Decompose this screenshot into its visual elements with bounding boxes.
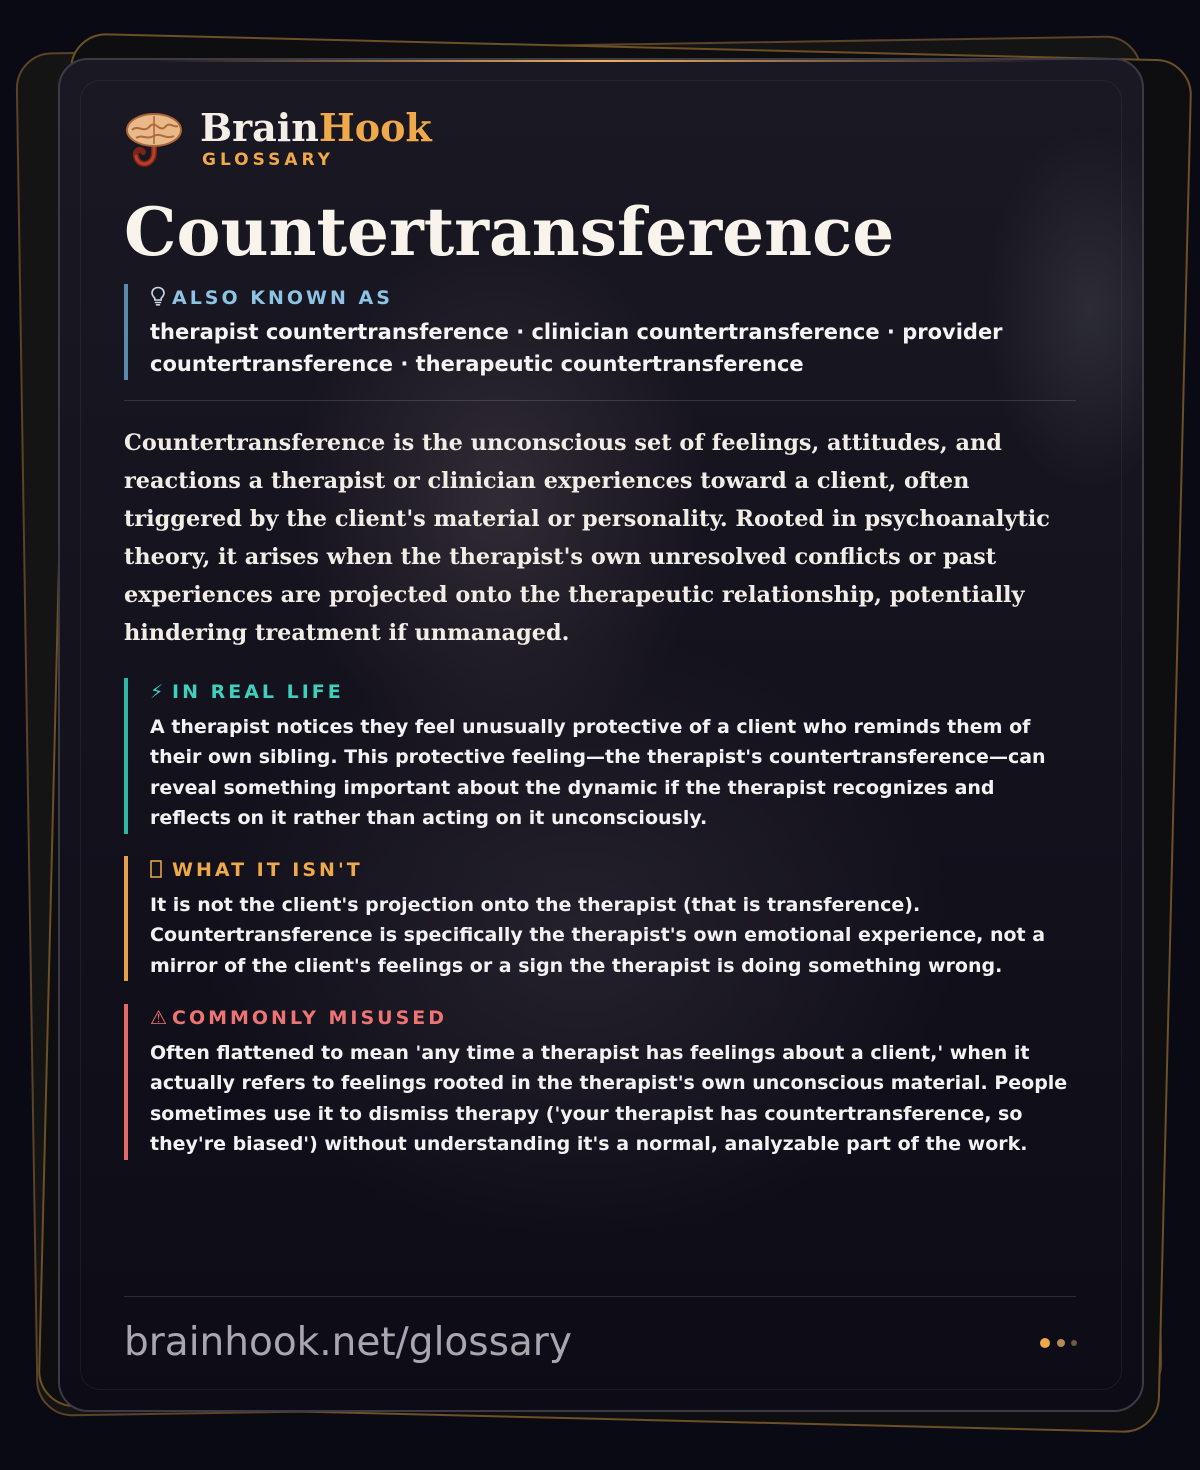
brand-name: BrainHook	[200, 105, 432, 150]
what-it-isnt-text: It is not the client's projection onto the therapist (that is transference). Countertransference is specifically the therapist's own emotional experience, not a mirror of the client's feelings or a sign the therapist is doing something wrong.	[150, 894, 1046, 977]
also-known-as-section	[124, 284, 1090, 380]
lightning-icon: ⚡	[150, 681, 167, 703]
pagination-dots	[1040, 1338, 1080, 1350]
brand-subtitle: GLOSSARY	[202, 150, 334, 170]
what-it-isnt-label: WHAT IT ISN'T	[150, 856, 1080, 884]
commonly-misused-section	[124, 1004, 1080, 1160]
also-known-as-text: therapist countertransference · clinician countertransference · provider countertransference · therapeutic countertransference	[150, 320, 1003, 376]
brain-hook-icon	[124, 110, 184, 170]
commonly-misused-label: ⚠ COMMONLY MISUSED	[150, 1004, 1080, 1032]
pagination-dot-active	[1040, 1338, 1050, 1348]
also-known-as-label: ALSO KNOWN AS	[150, 284, 1090, 312]
footer-divider	[124, 1296, 1076, 1297]
in-real-life-text: A therapist notices they feel unusually protective of a client who reminds them of their own sibling. This protective feeling—the therapist's countertransference—can reveal something important about the dynamic if the therapist recognizes and reflects on it rather than acting on it unconsciously.	[150, 716, 1046, 830]
pagination-dot	[1071, 1340, 1077, 1346]
commonly-misused-text: Often flattened to mean 'any time a therapist has feelings about a client,' when it actually refers to feelings rooted in the therapist's own unconscious material. People sometimes use it to dismiss therapy ('your therapist has countertransference, so they're biased') without understanding it's a normal, analyzable part of the work.	[150, 1042, 1068, 1156]
in-real-life-section	[124, 678, 1080, 834]
footer-url[interactable]: brainhook.net/glossary	[124, 1320, 572, 1365]
section-divider	[124, 400, 1076, 401]
lightbulb-icon	[150, 284, 172, 312]
missing-glyph-icon	[150, 856, 172, 884]
what-it-isnt-section	[124, 856, 1080, 981]
definition-text: Countertransference is the unconscious set of feelings, attitudes, and reactions a therapist or clinician experiences toward a client, often triggered by the client's material or personality. Rooted in psychoanalytic theory, it arises when the therapist's own unresolved conflicts or past experiences are projected onto the therapeutic relationship, potentially hindering treatment if unmanaged.	[124, 430, 1050, 646]
glossary-card	[58, 58, 1144, 1412]
term-title: Countertransference	[124, 193, 895, 271]
card-top-glow	[150, 60, 1050, 62]
warning-icon: ⚠	[150, 1007, 171, 1029]
in-real-life-label: ⚡ IN REAL LIFE	[150, 678, 1080, 706]
pagination-dot	[1057, 1339, 1065, 1347]
